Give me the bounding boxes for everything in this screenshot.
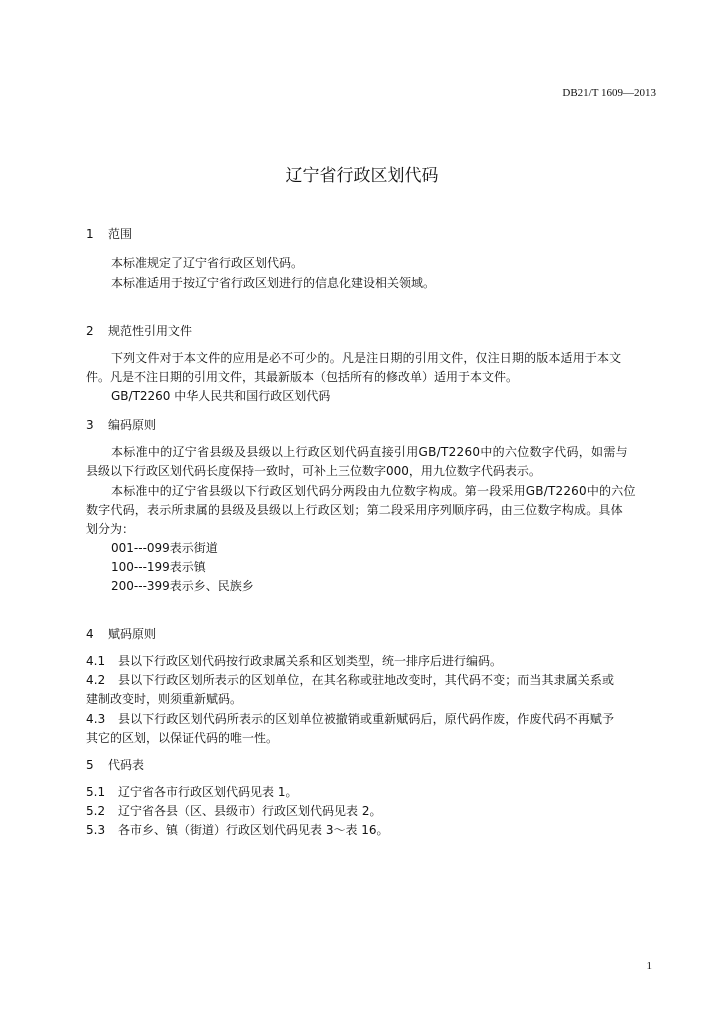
clause-text: 县以下行政区划所表示的区划单位，在其名称或驻地改变时，其代码不变；而当其隶属关系或 bbox=[118, 673, 615, 687]
clause-5-1 bbox=[86, 783, 656, 801]
page-number: 1 bbox=[646, 960, 652, 972]
clause-number: 5.3 bbox=[86, 823, 106, 837]
paragraph-line: 县级以下行政区划代码长度保持一致时，可补上三位数字000，用九位数字代码表示。 bbox=[86, 464, 541, 478]
clause-number: 4.1 bbox=[86, 654, 106, 668]
paragraph-line: 件。凡是不注日期的引用文件，其最新版本（包括所有的修改单）适用于本文件。 bbox=[86, 370, 519, 384]
paragraph-line: 本标准中的辽宁省县级以下行政区划代码分两段由九位数字构成。第一段采用GB/T2260中的六位 bbox=[111, 484, 636, 498]
clause-4-3 bbox=[86, 710, 656, 728]
code-range: 100---199表示镇 bbox=[111, 560, 206, 574]
clause-text: 县以下行政区划代码所表示的区划单位被撤销或重新赋码后，原代码作废，作废代码不再赋予 bbox=[118, 712, 615, 726]
paragraph: 本标准规定了辽宁省行政区划代码。 bbox=[111, 256, 304, 270]
paragraph-line: 数字代码，表示所隶属的县级及县级以上行政区划；第二段采用序列顺序码，由三位数字构成。具体 bbox=[86, 503, 623, 517]
paragraph: 本标准适用于按辽宁省行政区划进行的信息化建设相关领域。 bbox=[111, 276, 436, 290]
clause-number: 5.1 bbox=[86, 785, 106, 799]
clause-5-3 bbox=[86, 821, 656, 839]
section-number: 4 bbox=[86, 627, 94, 641]
section-number: 1 bbox=[86, 227, 94, 241]
section-title: 赋码原则 bbox=[108, 627, 157, 641]
section-number: 3 bbox=[86, 418, 94, 432]
section-4-heading bbox=[86, 625, 656, 643]
paragraph-line: 建制改变时，则须重新赋码。 bbox=[86, 692, 243, 706]
section-title: 代码表 bbox=[108, 758, 145, 772]
section-title: 规范性引用文件 bbox=[108, 324, 193, 338]
clause-number: 4.3 bbox=[86, 712, 106, 726]
code-range: 001---099表示街道 bbox=[111, 541, 218, 555]
code-range: 200---399表示乡、民族乡 bbox=[111, 579, 254, 593]
paragraph-line: 本标准中的辽宁省县级及县级以上行政区划代码直接引用GB/T2260中的六位数字代码，如需与 bbox=[111, 445, 628, 459]
clause-text: 县以下行政区划代码按行政隶属关系和区划类型，统一排序后进行编码。 bbox=[118, 654, 503, 668]
section-title: 范围 bbox=[108, 227, 133, 241]
clause-text: 各市乡、镇（街道）行政区划代码见表 3～表 16。 bbox=[118, 823, 389, 837]
clause-number: 5.2 bbox=[86, 804, 106, 818]
paragraph-line: 下列文件对于本文件的应用是必不可少的。凡是注日期的引用文件，仅注日期的版本适用于本文 bbox=[111, 351, 622, 365]
section-3-heading bbox=[86, 416, 656, 434]
section-2-heading bbox=[86, 322, 656, 340]
clause-4-1 bbox=[86, 652, 656, 670]
clause-4-2 bbox=[86, 671, 656, 689]
section-1-heading bbox=[86, 225, 656, 243]
normative-reference: GB/T2260 中华人民共和国行政区划代码 bbox=[111, 389, 331, 403]
clause-text: 辽宁省各市行政区划代码见表 1。 bbox=[118, 785, 298, 799]
section-number: 5 bbox=[86, 758, 94, 772]
document-number: DB21/T 1609—2013 bbox=[562, 87, 656, 99]
paragraph-line: 其它的区划，以保证代码的唯一性。 bbox=[86, 731, 279, 745]
clause-5-2 bbox=[86, 802, 656, 820]
clause-text: 辽宁省各县（区、县级市）行政区划代码见表 2。 bbox=[118, 804, 382, 818]
section-title: 编码原则 bbox=[108, 418, 157, 432]
section-number: 2 bbox=[86, 324, 94, 338]
section-5-heading bbox=[86, 756, 656, 774]
page-title: 辽宁省行政区划代码 bbox=[285, 166, 439, 186]
paragraph-line: 划分为： bbox=[86, 522, 135, 536]
clause-number: 4.2 bbox=[86, 673, 106, 687]
